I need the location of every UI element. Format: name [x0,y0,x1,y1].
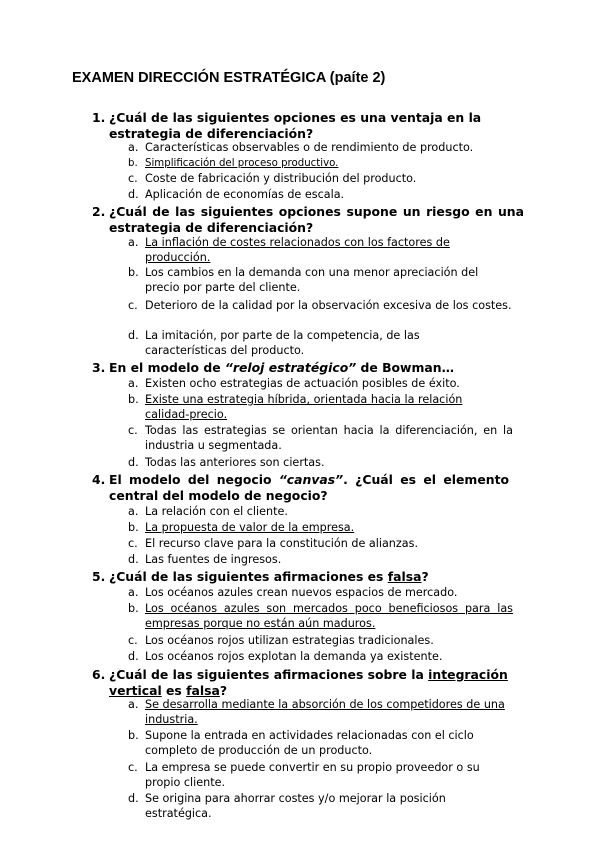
question-number: 5. [92,569,106,584]
question-1 [92,110,524,141]
option-text: Existen ocho estrategias de actuación posibles de éxito. [145,377,460,390]
option-label: c. [128,299,138,312]
option-label: b. [128,266,139,279]
question-text: ¿Cuál de las siguientes opciones supone un riesgo en una estrategia de diferenciación? [109,204,524,235]
option-text: Supone la entrada en actividades relacionadas con el ciclo completo de producción de un producto. [145,729,474,757]
option-text: Los océanos rojos explotan la demanda ya existente. [145,650,443,663]
question-number: 4. [92,472,106,487]
option-text: Todas las anteriores son ciertas. [145,456,325,469]
option-text: La imitación, por parte de la competencia, de las características del producto. [145,329,420,357]
option-text: Coste de fabricación y distribución del producto. [145,172,417,185]
option-text: Los océanos azules crean nuevos espacios de mercado. [145,586,458,599]
option-3a[interactable] [128,377,513,392]
question-number: 2. [92,204,106,219]
option-text: La empresa se puede convertir en su propio proveedor o su propio cliente. [145,761,480,789]
question-3 [92,360,524,376]
question-underline: falsa [186,682,220,698]
question-text: ¿Cuál de las siguientes afirmaciones es falsa? [109,569,429,584]
option-2d[interactable] [128,329,513,358]
option-text: Los cambios en la demanda con una menor apreciación del precio por parte del cliente. [145,266,479,294]
option-4c[interactable] [128,537,513,552]
option-text-selected: Existe una estrategia híbrida, orientada hacia la relación calidad-precio. [145,393,463,421]
option-text-selected: Se desarrolla mediante la absorción de los competidores de una industria. [145,698,505,726]
option-label: d. [128,456,139,469]
option-5d[interactable] [128,650,513,665]
option-label: a. [128,236,139,249]
option-6b[interactable] [128,729,513,758]
question-underline: falsa [387,569,422,584]
option-label: b. [128,729,139,742]
option-2a[interactable] [128,236,513,265]
question-underline: integración vertical [109,667,508,698]
option-4d[interactable] [128,553,513,568]
option-3c[interactable] [128,424,513,453]
option-label: d. [128,650,139,663]
option-label: c. [128,172,138,185]
question-text: ¿Cuál de las siguientes opciones es una ventaja en la estrategia de diferenciación? [109,110,482,141]
option-text: La relación con el cliente. [145,505,288,518]
option-label: a. [128,586,139,599]
option-label: b. [128,393,139,406]
option-text: Las fuentes de ingresos. [145,553,282,566]
option-label: d. [128,329,139,342]
option-1d[interactable] [128,188,513,203]
question-number: 1. [92,110,106,125]
question-text: En el modelo de “reloj estratégico” de Bowman… [109,360,454,375]
question-emphasis: “canvas” [278,472,344,487]
option-1a[interactable] [128,141,513,156]
option-1c[interactable] [128,172,513,187]
option-label: a. [128,377,139,390]
option-5a[interactable] [128,586,513,601]
option-text: Características observables o de rendimiento de producto. [145,141,474,154]
option-3d[interactable] [128,456,513,471]
option-text-selected: Simplificación del proceso productivo. [145,158,339,169]
option-text: Se origina para ahorrar costes y/o mejorar la posición estratégica. [145,792,446,820]
question-5 [92,569,524,585]
question-text: El modelo del negocio “canvas”. ¿Cuál es el elemento central del modelo de negocio? [109,472,510,503]
option-5b[interactable] [128,602,513,631]
option-2c[interactable] [128,299,513,314]
option-6a[interactable] [128,698,513,727]
option-text: Aplicación de economías de escala. [145,188,345,201]
option-text: Todas las estrategias se orientan hacia la diferenciación, en la industria u segmentada. [145,424,513,452]
option-text-selected: La inflación de costes relacionados con los factores de producción. [145,236,450,264]
option-text: Los océanos rojos utilizan estrategias tradicionales. [145,634,434,647]
option-3b[interactable] [128,393,513,422]
page-title: EXAMEN DIRECCIÓN ESTRATÉGICA (paíte 2) [72,70,386,86]
option-label: b. [128,521,139,534]
option-1b[interactable] [128,157,513,172]
option-6c[interactable] [128,761,513,790]
option-label: b. [128,158,138,169]
question-number: 3. [92,360,106,375]
option-label: d. [128,188,139,201]
option-4b[interactable] [128,521,513,536]
option-6d[interactable] [128,792,513,821]
option-label: c. [128,537,138,550]
option-text: Deterioro de la calidad por la observación excesiva de los costes. [145,299,512,312]
option-4a[interactable] [128,505,513,520]
option-label: d. [128,553,139,566]
question-6 [92,667,524,698]
option-text: El recurso clave para la constitución de alianzas. [145,537,419,550]
question-text: ¿Cuál de las siguientes afirmaciones sobre la integración vertical es falsa? [109,667,508,698]
question-number: 6. [92,667,106,682]
option-label: a. [128,141,139,154]
option-5c[interactable] [128,634,513,649]
option-label: c. [128,761,138,774]
option-label: b. [128,602,139,615]
option-label: a. [128,698,139,711]
option-text-selected: La propuesta de valor de la empresa. [145,521,355,534]
option-label: a. [128,505,139,518]
option-label: c. [128,634,138,647]
option-2b[interactable] [128,266,513,295]
question-emphasis: “reloj estratégico” [224,360,357,375]
option-text-selected: Los océanos azules son mercados poco beneficiosos para las empresas porque no están aún maduros. [145,602,513,630]
option-label: c. [128,424,138,437]
question-4 [92,472,524,503]
question-2 [92,204,524,235]
option-label: d. [128,792,139,805]
